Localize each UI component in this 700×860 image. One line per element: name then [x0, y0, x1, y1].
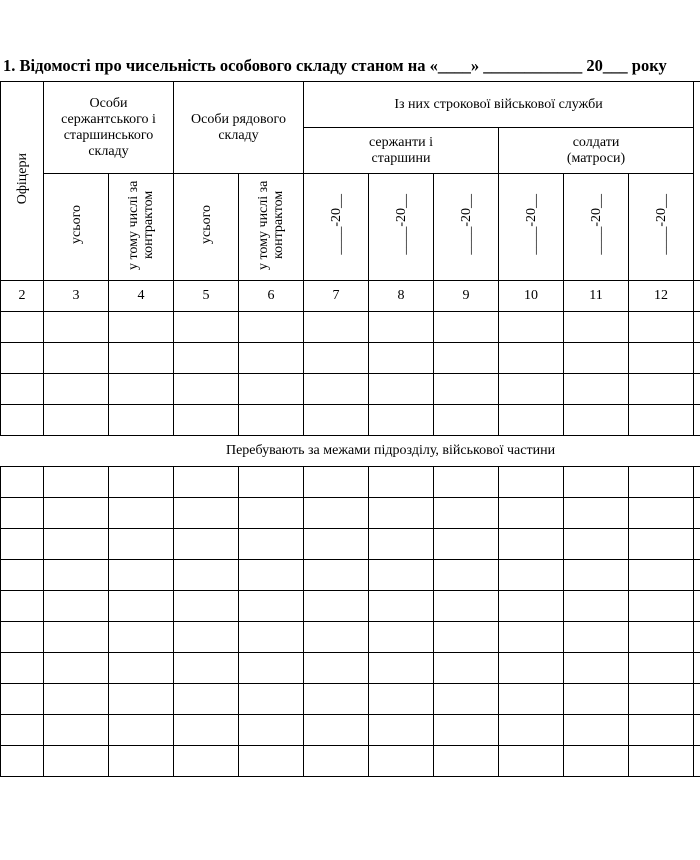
table-cell[interactable]	[694, 343, 700, 374]
table-cell[interactable]	[694, 746, 700, 777]
table-cell[interactable]	[499, 312, 564, 343]
table-cell[interactable]	[239, 560, 304, 591]
table-row	[0, 653, 700, 684]
table-cell[interactable]	[369, 653, 434, 684]
table-cell[interactable]	[499, 622, 564, 653]
table-cell[interactable]	[109, 374, 174, 405]
table-cell[interactable]	[499, 467, 564, 498]
table-cell[interactable]	[174, 653, 239, 684]
column-number: 9	[434, 281, 499, 312]
table-cell[interactable]	[1, 560, 44, 591]
table-cell[interactable]	[694, 405, 700, 436]
table-row	[0, 467, 700, 498]
table-cell[interactable]	[174, 715, 239, 746]
table-cell[interactable]	[434, 653, 499, 684]
table-cell[interactable]	[109, 715, 174, 746]
table-cell[interactable]	[369, 374, 434, 405]
table-cell[interactable]	[499, 374, 564, 405]
table-cell[interactable]	[239, 684, 304, 715]
table-cell[interactable]	[499, 653, 564, 684]
table-cell[interactable]	[564, 529, 629, 560]
table-cell[interactable]	[629, 591, 694, 622]
header-year-5: ____-20__	[564, 174, 629, 281]
table-cell[interactable]	[369, 622, 434, 653]
table-cell[interactable]	[109, 746, 174, 777]
table-cell[interactable]	[369, 312, 434, 343]
column-number: 11	[564, 281, 629, 312]
column-number: 3	[44, 281, 109, 312]
cut-off-column-right	[694, 82, 700, 281]
table-cell[interactable]	[174, 622, 239, 653]
table-cell[interactable]	[44, 591, 109, 622]
table-cell[interactable]	[564, 374, 629, 405]
table-cell[interactable]	[304, 715, 369, 746]
table-cell[interactable]	[369, 591, 434, 622]
table-cell[interactable]	[499, 684, 564, 715]
table-cell[interactable]	[44, 498, 109, 529]
table-cell[interactable]	[369, 529, 434, 560]
table-cell[interactable]	[694, 529, 700, 560]
table-cell[interactable]	[109, 560, 174, 591]
table-cell[interactable]	[694, 498, 700, 529]
table-cell[interactable]	[239, 405, 304, 436]
table-cell[interactable]	[174, 684, 239, 715]
personnel-strength-table	[0, 81, 700, 777]
table-cell[interactable]	[304, 684, 369, 715]
table-cell[interactable]	[694, 591, 700, 622]
table-cell[interactable]	[629, 498, 694, 529]
header-year-3: ____-20__	[434, 174, 499, 281]
table-cell[interactable]	[304, 374, 369, 405]
table-cell[interactable]	[694, 715, 700, 746]
table-cell[interactable]	[174, 312, 239, 343]
table-cell[interactable]	[304, 653, 369, 684]
table-cell[interactable]	[174, 467, 239, 498]
table-cell[interactable]	[304, 405, 369, 436]
table-cell[interactable]	[109, 467, 174, 498]
table-cell[interactable]	[434, 746, 499, 777]
table-cell[interactable]	[44, 715, 109, 746]
table-cell[interactable]	[304, 622, 369, 653]
header-year-2: ____-20__	[369, 174, 434, 281]
table-cell[interactable]	[44, 374, 109, 405]
table-cell[interactable]	[109, 622, 174, 653]
table-cell[interactable]	[239, 622, 304, 653]
table-cell[interactable]	[564, 684, 629, 715]
column-number: 7	[304, 281, 369, 312]
table-cell[interactable]	[434, 529, 499, 560]
table-cell[interactable]	[174, 374, 239, 405]
table-cell[interactable]	[369, 343, 434, 374]
table-cell[interactable]	[694, 622, 700, 653]
table-cell[interactable]	[239, 746, 304, 777]
table-cell[interactable]	[369, 684, 434, 715]
table-cell[interactable]	[109, 498, 174, 529]
table-cell[interactable]	[369, 560, 434, 591]
header-officers: Офіцери	[1, 82, 44, 281]
table-cell[interactable]	[44, 560, 109, 591]
table-cell[interactable]	[174, 405, 239, 436]
header-conscript-sergeants: сержанти і старшини	[304, 128, 499, 174]
table-cell[interactable]	[1, 343, 44, 374]
table-cell[interactable]	[629, 529, 694, 560]
table-cell[interactable]	[694, 560, 700, 591]
table-cell[interactable]	[434, 560, 499, 591]
table-cell[interactable]	[239, 591, 304, 622]
table-cell[interactable]	[629, 746, 694, 777]
table-cell[interactable]	[629, 374, 694, 405]
table-cell[interactable]	[629, 467, 694, 498]
table-row	[0, 405, 700, 436]
header-year-1: ____-20__	[304, 174, 369, 281]
column-number: 5	[174, 281, 239, 312]
table-cell[interactable]	[44, 653, 109, 684]
table-cell[interactable]	[304, 591, 369, 622]
column-number: 2	[1, 281, 44, 312]
table-cell[interactable]	[434, 715, 499, 746]
section-row	[0, 436, 700, 467]
table-cell[interactable]	[109, 529, 174, 560]
table-cell[interactable]	[499, 405, 564, 436]
table-cell[interactable]	[109, 343, 174, 374]
header-privates-contract: у тому числі за контрактом	[239, 174, 304, 281]
header-year-4: ____-20__	[499, 174, 564, 281]
table-cell[interactable]	[44, 343, 109, 374]
table-cell[interactable]	[239, 498, 304, 529]
table-cell[interactable]	[629, 684, 694, 715]
table-cell[interactable]	[694, 374, 700, 405]
table-cell[interactable]	[1, 715, 44, 746]
table-cell[interactable]	[304, 560, 369, 591]
table-cell[interactable]	[44, 312, 109, 343]
table-row	[0, 715, 700, 746]
table-row	[0, 343, 700, 374]
table-cell[interactable]	[239, 312, 304, 343]
table-row	[0, 746, 700, 777]
column-number: 8	[369, 281, 434, 312]
table-cell[interactable]	[434, 591, 499, 622]
table-cell[interactable]	[109, 405, 174, 436]
table-cell[interactable]	[304, 467, 369, 498]
table-cell[interactable]	[369, 498, 434, 529]
table-cell[interactable]	[369, 715, 434, 746]
section-label: Перебувають за межами підрозділу, військової частини	[0, 436, 700, 467]
table-cell[interactable]	[174, 498, 239, 529]
table-cell[interactable]	[369, 405, 434, 436]
table-cell[interactable]	[174, 560, 239, 591]
table-cell[interactable]	[1, 653, 44, 684]
table-cell[interactable]	[564, 560, 629, 591]
table-cell[interactable]	[304, 498, 369, 529]
table-cell[interactable]	[564, 312, 629, 343]
table-cell[interactable]	[174, 746, 239, 777]
table-cell[interactable]	[434, 343, 499, 374]
table-cell[interactable]	[304, 746, 369, 777]
column-number: 10	[499, 281, 564, 312]
table-cell[interactable]	[564, 591, 629, 622]
table-cell[interactable]	[499, 343, 564, 374]
header-conscripts-group: Із них строкової військової служби	[304, 82, 694, 128]
table-row	[0, 529, 700, 560]
table-cell[interactable]	[434, 374, 499, 405]
column-number: 4	[109, 281, 174, 312]
table-cell[interactable]	[564, 715, 629, 746]
header-privates-total: усього	[174, 174, 239, 281]
table-cell[interactable]	[1, 746, 44, 777]
column-number: 6	[239, 281, 304, 312]
table-cell[interactable]	[564, 746, 629, 777]
table-cell[interactable]	[1, 374, 44, 405]
table-cell[interactable]	[629, 622, 694, 653]
table-row	[0, 560, 700, 591]
table-row	[0, 622, 700, 653]
table-cell[interactable]	[1, 467, 44, 498]
table-cell[interactable]	[109, 684, 174, 715]
header-privates-group: Особи рядового складу	[174, 82, 304, 174]
table-cell[interactable]	[694, 467, 700, 498]
table-cell[interactable]	[1, 622, 44, 653]
header-year-6: ____-20__	[629, 174, 694, 281]
table-cell[interactable]	[694, 312, 700, 343]
column-number: 12	[629, 281, 694, 312]
table-cell[interactable]	[1, 405, 44, 436]
table-cell[interactable]	[564, 405, 629, 436]
table-cell[interactable]	[239, 653, 304, 684]
table-cell[interactable]	[499, 560, 564, 591]
table-cell[interactable]	[694, 653, 700, 684]
table-cell[interactable]	[304, 312, 369, 343]
table-cell[interactable]	[564, 343, 629, 374]
table-cell[interactable]	[174, 529, 239, 560]
header-sergeants-contract: у тому числі за контрактом	[109, 174, 174, 281]
header-conscript-soldiers: солдати (матроси)	[499, 128, 694, 174]
table-cell[interactable]	[44, 684, 109, 715]
table-cell[interactable]	[499, 529, 564, 560]
table-cell[interactable]	[1, 684, 44, 715]
column-number	[694, 281, 700, 312]
table-cell[interactable]	[434, 684, 499, 715]
table-cell[interactable]	[44, 405, 109, 436]
table-cell[interactable]	[629, 560, 694, 591]
table-cell[interactable]	[499, 746, 564, 777]
table-cell[interactable]	[499, 591, 564, 622]
table-cell[interactable]	[109, 312, 174, 343]
table-cell[interactable]	[44, 467, 109, 498]
table-row	[0, 684, 700, 715]
table-row	[0, 374, 700, 405]
table-cell[interactable]	[1, 498, 44, 529]
table-cell[interactable]	[434, 467, 499, 498]
table-cell[interactable]	[564, 622, 629, 653]
table-row	[0, 591, 700, 622]
table-cell[interactable]	[369, 746, 434, 777]
table-cell[interactable]	[434, 405, 499, 436]
table-cell[interactable]	[629, 653, 694, 684]
table-cell[interactable]	[434, 312, 499, 343]
table-cell[interactable]	[1, 591, 44, 622]
table-cell[interactable]	[564, 653, 629, 684]
table-cell[interactable]	[44, 622, 109, 653]
table-cell[interactable]	[694, 684, 700, 715]
table-cell[interactable]	[629, 715, 694, 746]
table-cell[interactable]	[629, 343, 694, 374]
table-cell[interactable]	[44, 529, 109, 560]
column-number-row	[0, 281, 700, 312]
table-cell[interactable]	[174, 343, 239, 374]
table-cell[interactable]	[109, 653, 174, 684]
table-cell[interactable]	[434, 498, 499, 529]
table-row	[0, 498, 700, 529]
table-cell[interactable]	[1, 529, 44, 560]
table-cell[interactable]	[239, 715, 304, 746]
header-sergeants-group: Особи сержантського і старшинського складу	[44, 82, 174, 174]
table-cell[interactable]	[304, 529, 369, 560]
table-cell[interactable]	[239, 343, 304, 374]
table-cell[interactable]	[239, 529, 304, 560]
table-row	[0, 312, 700, 343]
table-cell[interactable]	[174, 591, 239, 622]
table-cell[interactable]	[1, 312, 44, 343]
table-cell[interactable]	[499, 715, 564, 746]
table-cell[interactable]	[564, 498, 629, 529]
table-cell[interactable]	[564, 467, 629, 498]
table-cell[interactable]	[369, 467, 434, 498]
table-cell[interactable]	[629, 405, 694, 436]
document-title: 1. Відомості про чисельність особового складу станом на «____» ____________ 20___ року	[3, 56, 667, 75]
table-cell[interactable]	[629, 312, 694, 343]
table-cell[interactable]	[239, 374, 304, 405]
header-sergeants-total: усього	[44, 174, 109, 281]
table-cell[interactable]	[44, 746, 109, 777]
table-cell[interactable]	[304, 343, 369, 374]
table-cell[interactable]	[239, 467, 304, 498]
table-cell[interactable]	[109, 591, 174, 622]
table-cell[interactable]	[499, 498, 564, 529]
table-cell[interactable]	[434, 622, 499, 653]
